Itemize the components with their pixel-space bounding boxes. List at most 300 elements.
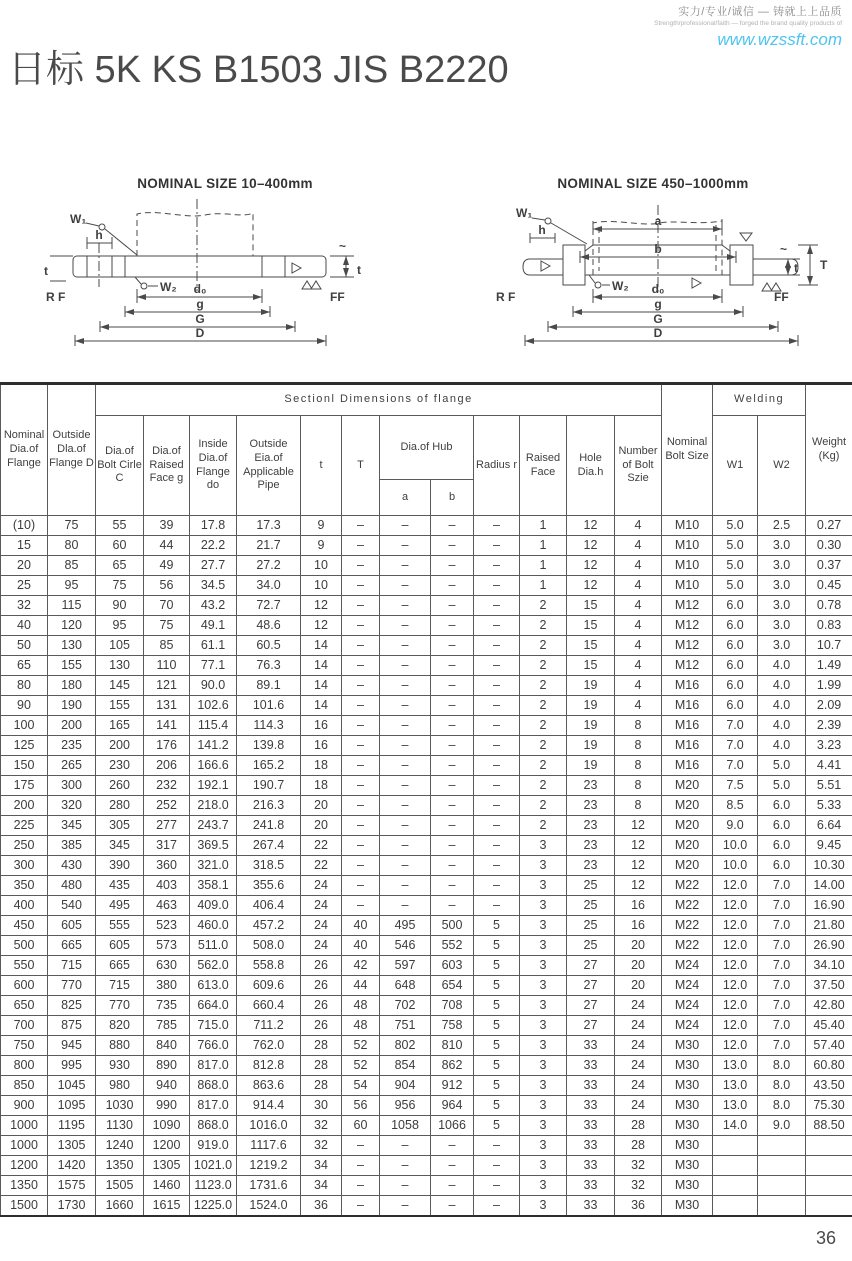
table-cell: 34.0: [237, 576, 301, 596]
table-row: [1, 856, 852, 876]
table-cell: 2: [520, 756, 567, 776]
table-cell: 8.0: [758, 1056, 806, 1076]
table-cell: M24: [662, 996, 713, 1016]
table-cell: 785: [144, 1016, 190, 1036]
table-cell: 3: [520, 1096, 567, 1116]
table-cell: 558.8: [237, 956, 301, 976]
table-cell: M22: [662, 896, 713, 916]
table-cell: 90.0: [190, 676, 237, 696]
table-cell: 95: [48, 576, 96, 596]
table-cell: 5: [474, 1116, 520, 1136]
table-cell: 250: [1, 836, 48, 856]
table-cell: 110: [144, 656, 190, 676]
table-cell: 3: [520, 956, 567, 976]
table-cell: M10: [662, 536, 713, 556]
table-cell: –: [342, 596, 380, 616]
table-cell: 21.80: [806, 916, 852, 936]
table-cell: 715: [96, 976, 144, 996]
table-cell: 12.0: [713, 996, 758, 1016]
table-cell: 22: [301, 856, 342, 876]
dim-label-h: h: [95, 228, 103, 242]
table-cell: 155: [96, 696, 144, 716]
table-cell: 141: [144, 716, 190, 736]
table-cell: 3.0: [758, 596, 806, 616]
table-cell: 1305: [48, 1136, 96, 1156]
table-cell: 6.0: [713, 696, 758, 716]
table-cell: 7.0: [758, 1036, 806, 1056]
diagram-small-title: NOMINAL SIZE 10–400mm: [137, 176, 313, 191]
table-cell: 56: [144, 576, 190, 596]
table-cell: –: [380, 756, 431, 776]
table-cell: 14: [301, 696, 342, 716]
table-cell: 2: [520, 616, 567, 636]
table-row: [1, 816, 852, 836]
table-cell: –: [342, 1136, 380, 1156]
table-cell: –: [431, 1156, 474, 1176]
diagram-large-sizes: [468, 176, 838, 358]
table-cell: 3: [520, 856, 567, 876]
table-cell: 480: [48, 876, 96, 896]
table-cell: 12.0: [713, 936, 758, 956]
table-cell: 3: [520, 996, 567, 1016]
col-header-bolt-circle: Dia.of Bolt Cirle C: [96, 416, 144, 516]
table-cell: 1021.0: [190, 1156, 237, 1176]
table-cell: –: [431, 656, 474, 676]
table-cell: 562.0: [190, 956, 237, 976]
dim-label-G: G: [653, 312, 663, 326]
col-header-weight: Weight (Kg): [806, 384, 852, 516]
table-cell: 0.37: [806, 556, 852, 576]
table-cell: 24: [301, 896, 342, 916]
table-cell: M30: [662, 1196, 713, 1217]
table-cell: –: [380, 1176, 431, 1196]
table-cell: 14: [301, 676, 342, 696]
table-cell: –: [431, 736, 474, 756]
table-cell: 155: [48, 656, 96, 676]
col-header-hole-dia: Hole Dia.h: [567, 416, 615, 516]
table-cell: –: [431, 556, 474, 576]
table-cell: 762.0: [237, 1036, 301, 1056]
table-cell: 33: [567, 1056, 615, 1076]
col-header-w2: W2: [758, 416, 806, 516]
table-cell: 6.0: [713, 656, 758, 676]
table-cell: 10.0: [713, 836, 758, 856]
dim-label-w2: W₂: [160, 280, 177, 294]
table-cell: 1: [520, 536, 567, 556]
table-cell: 27.2: [237, 556, 301, 576]
table-cell: 24: [301, 916, 342, 936]
table-cell: 3.0: [758, 536, 806, 556]
table-cell: 25: [567, 936, 615, 956]
table-cell: 27: [567, 1016, 615, 1036]
table-cell: 7.0: [758, 1016, 806, 1036]
table-cell: 20: [301, 796, 342, 816]
table-cell: 34: [301, 1156, 342, 1176]
table-cell: M12: [662, 636, 713, 656]
table-cell: 500: [1, 936, 48, 956]
table-cell: [758, 1176, 806, 1196]
table-cell: 890: [144, 1056, 190, 1076]
table-cell: 20: [1, 556, 48, 576]
table-cell: 139.8: [237, 736, 301, 756]
table-cell: 770: [96, 996, 144, 1016]
table-cell: 36: [615, 1196, 662, 1217]
table-cell: 24: [615, 996, 662, 1016]
table-cell: 23: [567, 776, 615, 796]
table-cell: 300: [48, 776, 96, 796]
table-cell: 812.8: [237, 1056, 301, 1076]
table-cell: 5: [474, 1096, 520, 1116]
table-row: [1, 836, 852, 856]
table-cell: 44: [144, 536, 190, 556]
table-cell: 9.45: [806, 836, 852, 856]
table-cell: 7.0: [713, 736, 758, 756]
table-cell: 318.5: [237, 856, 301, 876]
table-cell: 89.1: [237, 676, 301, 696]
table-cell: 552: [431, 936, 474, 956]
table-cell: 19: [567, 716, 615, 736]
table-cell: 16: [301, 736, 342, 756]
table-cell: 77.1: [190, 656, 237, 676]
table-cell: 868.0: [190, 1116, 237, 1136]
table-cell: –: [342, 616, 380, 636]
table-cell: M24: [662, 976, 713, 996]
table-cell: 919.0: [190, 1136, 237, 1156]
table-cell: 190: [48, 696, 96, 716]
table-cell: –: [474, 1196, 520, 1217]
table-cell: 1350: [96, 1156, 144, 1176]
table-cell: M30: [662, 1056, 713, 1076]
table-cell: 9: [301, 536, 342, 556]
table-cell: 820: [96, 1016, 144, 1036]
table-cell: 390: [96, 856, 144, 876]
dim-label-t-left: t: [44, 264, 48, 278]
table-cell: M12: [662, 656, 713, 676]
table-cell: 5: [474, 1036, 520, 1056]
table-cell: 430: [48, 856, 96, 876]
table-cell: M20: [662, 776, 713, 796]
table-cell: 900: [1, 1096, 48, 1116]
table-cell: 48: [342, 1016, 380, 1036]
table-cell: 165: [96, 716, 144, 736]
table-cell: –: [474, 876, 520, 896]
table-cell: –: [380, 556, 431, 576]
table-cell: 105: [96, 636, 144, 656]
table-cell: 708: [431, 996, 474, 1016]
table-cell: 3.0: [758, 576, 806, 596]
table-cell: M20: [662, 816, 713, 836]
table-cell: 5.0: [713, 556, 758, 576]
table-cell: 12: [615, 876, 662, 896]
table-cell: 630: [144, 956, 190, 976]
table-cell: 16: [301, 716, 342, 736]
table-cell: 7.5: [713, 776, 758, 796]
table-cell: (10): [1, 516, 48, 536]
table-cell: 9.0: [758, 1116, 806, 1136]
table-cell: 711.2: [237, 1016, 301, 1036]
table-cell: 5.0: [758, 776, 806, 796]
table-cell: 4: [615, 616, 662, 636]
table-cell: 5: [474, 956, 520, 976]
table-cell: 232: [144, 776, 190, 796]
table-cell: 267.4: [237, 836, 301, 856]
table-cell: –: [474, 596, 520, 616]
table-cell: 810: [431, 1036, 474, 1056]
table-cell: –: [474, 776, 520, 796]
col-header-raised-face: Raised Face: [520, 416, 567, 516]
table-cell: M30: [662, 1036, 713, 1056]
table-cell: 43.50: [806, 1076, 852, 1096]
table-cell: 573: [144, 936, 190, 956]
table-cell: –: [474, 656, 520, 676]
table-row: [1, 1136, 852, 1156]
table-cell: 7.0: [758, 916, 806, 936]
table-cell: 5.0: [713, 536, 758, 556]
table-cell: –: [474, 556, 520, 576]
table-cell: –: [474, 836, 520, 856]
table-cell: 28: [301, 1056, 342, 1076]
table-cell: –: [431, 576, 474, 596]
table-cell: 52: [342, 1036, 380, 1056]
table-cell: 36: [301, 1196, 342, 1217]
table-header: [1, 384, 852, 516]
brand-website: www.wzssft.com: [717, 30, 842, 49]
table-cell: 10.30: [806, 856, 852, 876]
table-row: [1, 596, 852, 616]
table-cell: 80: [48, 536, 96, 556]
table-row: [1, 736, 852, 756]
table-cell: M24: [662, 1016, 713, 1036]
table-cell: 863.6: [237, 1076, 301, 1096]
table-cell: 15: [567, 636, 615, 656]
diagram-large-title: NOMINAL SIZE 450–1000mm: [557, 176, 749, 191]
table-cell: 463: [144, 896, 190, 916]
table-cell: 42: [342, 956, 380, 976]
table-cell: 317: [144, 836, 190, 856]
table-cell: 12: [615, 816, 662, 836]
table-cell: –: [380, 776, 431, 796]
table-cell: 840: [144, 1036, 190, 1056]
table-cell: 380: [144, 976, 190, 996]
table-cell: 1524.0: [237, 1196, 301, 1217]
table-cell: 1000: [1, 1136, 48, 1156]
table-cell: 37.50: [806, 976, 852, 996]
table-cell: 60.80: [806, 1056, 852, 1076]
table-cell: 33: [567, 1096, 615, 1116]
table-row: [1, 1096, 852, 1116]
table-cell: 190.7: [237, 776, 301, 796]
table-cell: –: [474, 516, 520, 536]
table-cell: 44: [342, 976, 380, 996]
table-cell: 16: [615, 896, 662, 916]
table-cell: 12.0: [713, 896, 758, 916]
table-cell: 750: [1, 1036, 48, 1056]
table-cell: 7.0: [713, 716, 758, 736]
table-cell: 265: [48, 756, 96, 776]
table-row: [1, 776, 852, 796]
table-cell: 34.10: [806, 956, 852, 976]
dim-label-t: t: [794, 261, 798, 275]
table-cell: 4: [615, 516, 662, 536]
table-row: [1, 636, 852, 656]
table-row: [1, 1076, 852, 1096]
table-cell: 3: [520, 1196, 567, 1217]
table-cell: [806, 1136, 852, 1156]
table-cell: 12.0: [713, 876, 758, 896]
table-cell: 605: [48, 916, 96, 936]
table-cell: 4.0: [758, 696, 806, 716]
table-cell: 10.0: [713, 856, 758, 876]
table-cell: 8: [615, 796, 662, 816]
table-cell: 90: [96, 596, 144, 616]
table-cell: [806, 1196, 852, 1217]
table-cell: –: [431, 1176, 474, 1196]
dim-label-g: g: [196, 297, 204, 311]
table-cell: 60.5: [237, 636, 301, 656]
flange-table-body: [1, 516, 852, 1217]
table-cell: 34: [301, 1176, 342, 1196]
table-cell: 12: [567, 536, 615, 556]
table-cell: M22: [662, 916, 713, 936]
table-cell: –: [380, 676, 431, 696]
dim-label-w2: W₂: [612, 279, 629, 293]
table-cell: M22: [662, 876, 713, 896]
table-cell: –: [342, 696, 380, 716]
table-cell: 321.0: [190, 856, 237, 876]
table-cell: 1: [520, 516, 567, 536]
table-cell: 4: [615, 596, 662, 616]
table-cell: M12: [662, 616, 713, 636]
dim-label-ff: FF: [330, 290, 345, 304]
diagram-small-sizes: [40, 176, 410, 358]
table-cell: 243.7: [190, 816, 237, 836]
table-cell: 5: [474, 1056, 520, 1076]
table-cell: –: [342, 776, 380, 796]
table-cell: 13.0: [713, 1076, 758, 1096]
table-cell: 6.0: [758, 796, 806, 816]
table-cell: 7.0: [758, 876, 806, 896]
table-cell: 200: [48, 716, 96, 736]
table-cell: 165.2: [237, 756, 301, 776]
table-cell: 3: [520, 936, 567, 956]
table-cell: –: [342, 796, 380, 816]
table-cell: –: [431, 856, 474, 876]
table-cell: 4.41: [806, 756, 852, 776]
table-cell: 540: [48, 896, 96, 916]
table-cell: 15: [567, 616, 615, 636]
table-cell: –: [342, 756, 380, 776]
table-cell: 166.6: [190, 756, 237, 776]
table-cell: 825: [48, 996, 96, 1016]
table-cell: 125: [1, 736, 48, 756]
table-cell: 12.0: [713, 956, 758, 976]
table-cell: 995: [48, 1056, 96, 1076]
table-cell: 95: [96, 616, 144, 636]
table-cell: 3: [520, 1016, 567, 1036]
table-cell: 3: [520, 1056, 567, 1076]
table-cell: 1066: [431, 1116, 474, 1136]
col-header-nominal-dia: Nominal Dia.of Flange: [1, 384, 48, 516]
table-cell: 6.64: [806, 816, 852, 836]
table-row: [1, 1156, 852, 1176]
table-row: [1, 556, 852, 576]
table-cell: 613.0: [190, 976, 237, 996]
table-cell: 33: [567, 1176, 615, 1196]
table-cell: 8: [615, 776, 662, 796]
table-cell: –: [380, 796, 431, 816]
table-cell: 102.6: [190, 696, 237, 716]
table-cell: 3.0: [758, 556, 806, 576]
table-cell: 1016.0: [237, 1116, 301, 1136]
table-cell: 6.0: [758, 836, 806, 856]
dim-label-rf: R F: [46, 290, 66, 304]
table-cell: 12: [567, 576, 615, 596]
table-cell: 12: [301, 616, 342, 636]
table-cell: –: [342, 656, 380, 676]
table-cell: –: [380, 1136, 431, 1156]
table-row: [1, 676, 852, 696]
table-row: [1, 1056, 852, 1076]
table-cell: –: [342, 876, 380, 896]
table-cell: 1660: [96, 1196, 144, 1217]
table-cell: 9: [301, 516, 342, 536]
table-cell: 1575: [48, 1176, 96, 1196]
table-cell: 500: [431, 916, 474, 936]
table-cell: M10: [662, 556, 713, 576]
table-cell: 100: [1, 716, 48, 736]
table-cell: 0.78: [806, 596, 852, 616]
table-cell: 18: [301, 756, 342, 776]
table-cell: 862: [431, 1056, 474, 1076]
table-cell: –: [342, 516, 380, 536]
dim-label-d0: d₀: [651, 282, 665, 296]
table-cell: 4: [615, 656, 662, 676]
table-cell: –: [380, 856, 431, 876]
table-cell: 25: [1, 576, 48, 596]
table-cell: 13.0: [713, 1096, 758, 1116]
table-cell: –: [342, 736, 380, 756]
table-cell: 12.0: [713, 916, 758, 936]
table-cell: M10: [662, 576, 713, 596]
table-cell: –: [380, 596, 431, 616]
table-cell: 10: [301, 576, 342, 596]
table-cell: 5: [474, 1076, 520, 1096]
table-cell: –: [431, 756, 474, 776]
table-cell: 5.51: [806, 776, 852, 796]
table-cell: 5.33: [806, 796, 852, 816]
table-cell: 457.2: [237, 916, 301, 936]
table-cell: 19: [567, 736, 615, 756]
table-cell: M20: [662, 796, 713, 816]
table-row: [1, 576, 852, 596]
table-cell: 27: [567, 976, 615, 996]
table-cell: 27: [567, 956, 615, 976]
table-cell: 32: [615, 1156, 662, 1176]
table-cell: –: [431, 596, 474, 616]
table-cell: 4: [615, 636, 662, 656]
table-cell: 200: [1, 796, 48, 816]
dim-label-g: g: [654, 297, 662, 311]
table-cell: 817.0: [190, 1056, 237, 1076]
table-cell: 8.0: [758, 1076, 806, 1096]
table-cell: 40: [1, 616, 48, 636]
table-cell: –: [474, 636, 520, 656]
table-cell: 880: [96, 1036, 144, 1056]
table-cell: 21.7: [237, 536, 301, 556]
table-cell: 85: [48, 556, 96, 576]
table-cell: 904: [380, 1076, 431, 1096]
table-cell: 1095: [48, 1096, 96, 1116]
